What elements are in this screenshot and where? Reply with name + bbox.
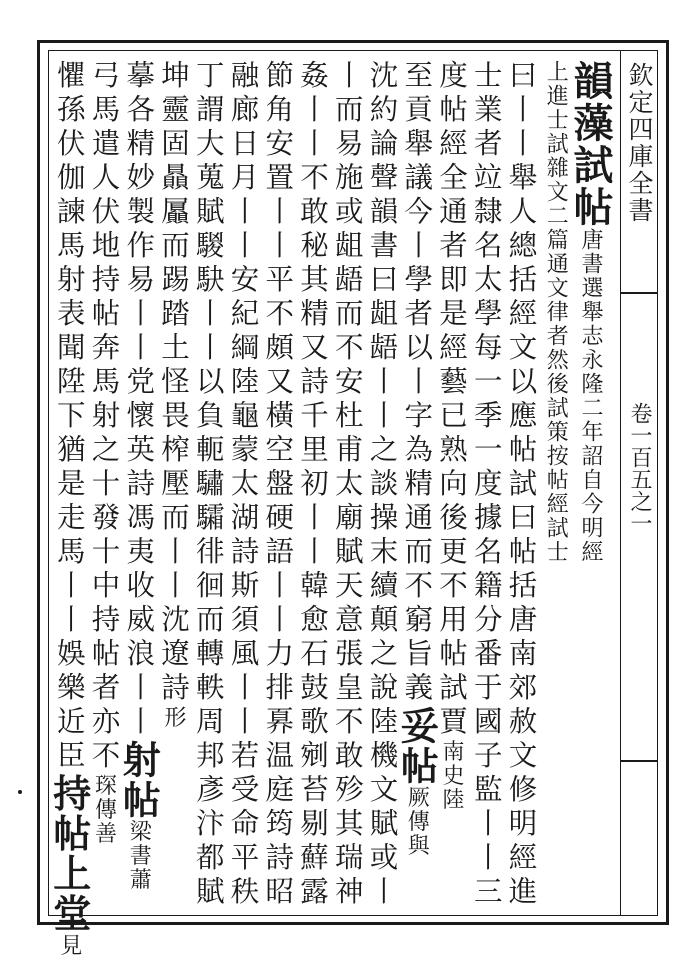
annotation-text: 厥傳與 <box>404 785 430 858</box>
fishtail-divider <box>620 760 658 762</box>
body-text: 坤靈固贔屭而踢踏土怪畏榨壓而丨丨沈遼詩 <box>157 60 190 706</box>
body-text: 丨而易施或龃龉而不安杜甫太廟賦天意張皇不敢殄其瑞神 <box>330 60 364 910</box>
section-heading: 韻藻試帖 <box>567 60 614 228</box>
body-text: 至貢舉議今丨學者以丨字為精通而不窮旨義 <box>400 60 434 706</box>
body-text: 姦丨丨不敢秘其精又詩千里初丨丨韓愈石鼓歌剜苔剔蘚露 <box>296 60 329 910</box>
body-text: 沈約論聲韻書曰龃龉丨丨之談操末續顛之說陸機文賦或丨 <box>365 60 399 910</box>
body-text: 度帖經全通者即是經藝已熟向後更不用帖試賈 <box>435 60 468 740</box>
body-text: 節角安置丨丨平不頗又橫空盤硬語丨丨力排奡温庭筠詩昭 <box>261 60 295 910</box>
text-column-14 <box>116 60 163 908</box>
text-column-12 <box>191 60 232 910</box>
annotation-text: 梁書蕭 <box>126 819 152 892</box>
annotation-text: 見 <box>56 933 82 958</box>
body-text: 弓馬遣人伏地持帖奔馬射之十發十中持帖者亦不 <box>87 60 121 774</box>
text-column-9 <box>296 60 336 910</box>
text-column-10 <box>261 60 302 910</box>
body-text: 曰丨丨舉人總括經文以應帖試曰帖括唐南郊赦文修明經進 <box>504 60 538 910</box>
annotation-text: 唐書選舉志永隆二年詔自今明經 <box>578 228 603 564</box>
text-column-7 <box>365 60 406 910</box>
entry-heading: 妥帖 <box>394 705 440 786</box>
text-column-15 <box>87 60 128 908</box>
entry-heading: 持帖上堂 <box>46 773 92 934</box>
body-text: 士業者竝隸名太學每一季一度據名籍分番于國子監丨丨三 <box>469 60 503 910</box>
annotation-text: 上進士試雜文二篇通文律者然後試策按帖經試士 <box>543 60 569 564</box>
text-column-1 <box>567 60 614 908</box>
body-text: 融廊日月丨丨安紀綱陸龜蒙太湖詩斯須風丨丨若受命平秩 <box>226 60 260 910</box>
text-column-13 <box>157 60 197 908</box>
margin-dot <box>18 790 22 794</box>
volume-label: 卷一百五之一 <box>627 402 652 534</box>
body-text: 摹各精妙製作易丨丨党懷英詩馮夷收威浪丨丨 <box>122 60 156 740</box>
book-title: 欽定四庫全書 <box>625 62 654 224</box>
body-text: 懼孫伏伽諫馬射表聞陞下猶是走馬丨丨娛樂近臣 <box>52 60 86 774</box>
text-column-2 <box>545 60 580 908</box>
text-column-11 <box>226 60 267 910</box>
body-text: 丁謂大蒐賦騣駃丨丨以負軛驌驦徘徊而轉軼周邦彥汴都賦 <box>191 60 225 910</box>
entry-heading: 射帖 <box>116 739 162 820</box>
annotation-text: 琛傳善 <box>91 773 117 846</box>
text-column-8 <box>330 60 371 910</box>
fishtail-divider <box>620 292 658 294</box>
text-column-5 <box>435 60 475 908</box>
text-column-4 <box>469 60 510 910</box>
text-column-16 <box>46 60 93 958</box>
text-column-3 <box>504 60 545 910</box>
annotation-text: 形 <box>161 705 186 730</box>
text-column-6 <box>394 60 441 908</box>
annotation-text: 南史陸 <box>439 739 464 812</box>
